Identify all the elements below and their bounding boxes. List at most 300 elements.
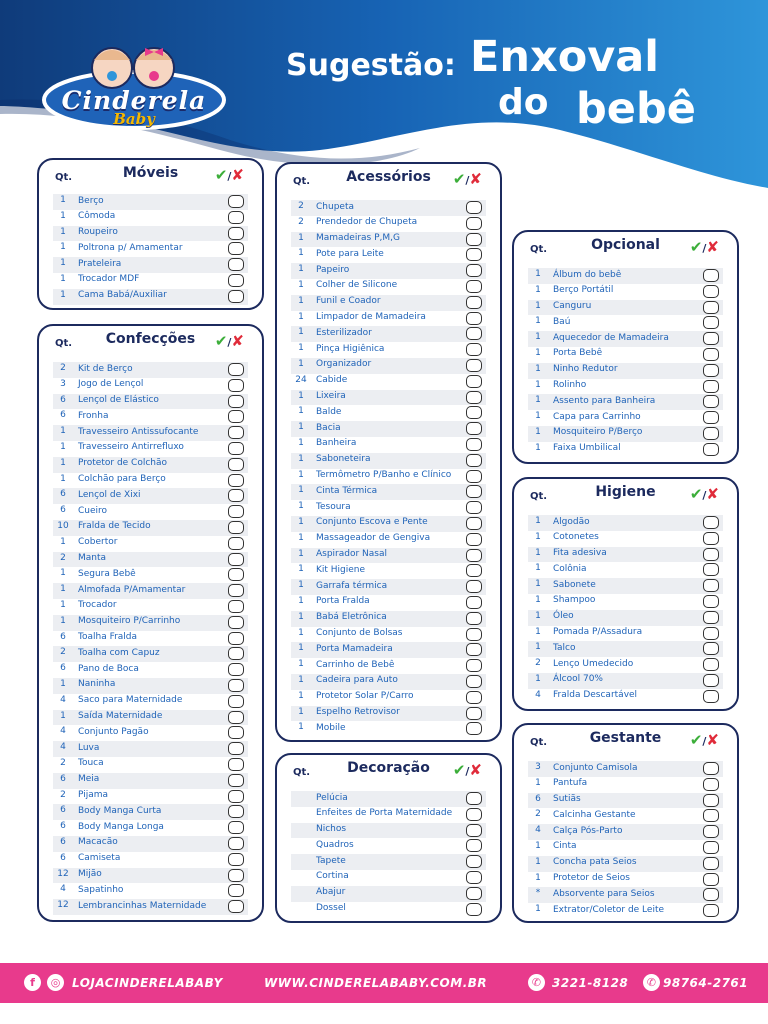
item-quantity: 1 xyxy=(535,673,541,684)
check-cross-icon: ✔/✘ xyxy=(689,485,719,503)
item-label: Fralda Descartável xyxy=(553,690,638,701)
item-quantity: 1 xyxy=(535,516,541,526)
item-quantity: 1 xyxy=(535,642,541,653)
item-checkbox[interactable] xyxy=(703,563,719,576)
item-label: Banheira xyxy=(316,438,357,449)
item-quantity: 1 xyxy=(535,840,541,851)
item-label: Pinça Higiênica xyxy=(316,343,385,354)
item-label: Tapete xyxy=(316,855,346,866)
item-checkbox[interactable] xyxy=(228,869,244,882)
item-label: Touca xyxy=(78,758,104,769)
item-label: Talco xyxy=(553,642,576,653)
item-quantity: 2 xyxy=(60,789,66,800)
item-checkbox[interactable] xyxy=(228,616,244,629)
item-checkbox[interactable] xyxy=(466,628,482,641)
item-quantity: 1 xyxy=(298,437,304,448)
item-quantity: 1 xyxy=(298,501,304,512)
item-label: Chupeta xyxy=(316,201,354,212)
item-label: Esterilizador xyxy=(316,327,372,338)
list-item xyxy=(53,725,248,741)
item-checkbox[interactable] xyxy=(466,470,482,483)
item-label: Babá Eletrônica xyxy=(316,612,387,623)
item-label: Naninha xyxy=(78,679,116,690)
item-quantity: 6 xyxy=(60,410,66,421)
item-checkbox[interactable] xyxy=(466,406,482,419)
list-item xyxy=(53,425,248,441)
item-label: Kit de Berço xyxy=(78,363,133,374)
item-checkbox[interactable] xyxy=(466,533,482,546)
item-checkbox[interactable] xyxy=(703,904,719,917)
section-title: Opcional xyxy=(591,237,660,253)
item-label: Protetor de Seios xyxy=(553,873,630,884)
item-quantity: 1 xyxy=(60,615,66,626)
item-checkbox[interactable] xyxy=(466,564,482,577)
item-checkbox[interactable] xyxy=(228,242,244,255)
item-quantity: 6 xyxy=(60,394,66,405)
item-checkbox[interactable] xyxy=(703,395,719,408)
item-checkbox[interactable] xyxy=(228,458,244,471)
list-item xyxy=(528,793,723,809)
item-label: Camiseta xyxy=(78,853,121,864)
item-checkbox[interactable] xyxy=(228,489,244,502)
item-checkbox[interactable] xyxy=(703,809,719,822)
whatsapp-number[interactable]: 98764-2761 xyxy=(663,976,749,990)
item-checkbox[interactable] xyxy=(466,422,482,435)
item-checkbox[interactable] xyxy=(466,792,482,805)
item-checkbox[interactable] xyxy=(466,375,482,388)
item-checkbox[interactable] xyxy=(466,217,482,230)
item-checkbox[interactable] xyxy=(703,873,719,886)
item-checkbox[interactable] xyxy=(466,485,482,498)
item-quantity: 2 xyxy=(60,363,66,373)
item-checkbox[interactable] xyxy=(228,821,244,834)
list-item xyxy=(53,694,248,710)
footer-bar xyxy=(0,963,768,1003)
item-checkbox[interactable] xyxy=(466,659,482,672)
item-checkbox[interactable] xyxy=(228,521,244,534)
social-handle[interactable]: LOJACINDERELABABY xyxy=(72,976,223,990)
item-checkbox[interactable] xyxy=(703,548,719,561)
phone-number[interactable]: 3221-8128 xyxy=(552,976,629,990)
item-label: Manta xyxy=(78,553,107,564)
item-label: Body Manga Curta xyxy=(78,805,162,816)
item-quantity: 2 xyxy=(298,201,304,211)
item-checkbox[interactable] xyxy=(466,438,482,451)
item-checkbox[interactable] xyxy=(466,343,482,356)
item-label: Capa para Carrinho xyxy=(553,411,641,422)
item-checkbox[interactable] xyxy=(466,233,482,246)
item-checkbox[interactable] xyxy=(703,516,719,529)
list-item xyxy=(291,854,486,870)
list-item xyxy=(291,374,486,390)
item-checkbox[interactable] xyxy=(466,580,482,593)
item-checkbox[interactable] xyxy=(466,248,482,261)
item-checkbox[interactable] xyxy=(703,411,719,424)
item-quantity: 1 xyxy=(298,453,304,464)
item-checkbox[interactable] xyxy=(228,227,244,240)
item-label: Lembrancinhas Maternidade xyxy=(78,900,207,911)
item-checkbox[interactable] xyxy=(703,841,719,854)
list-item xyxy=(528,284,723,300)
item-quantity: 6 xyxy=(60,821,66,832)
item-label: Lenço Umedecido xyxy=(553,658,634,669)
item-checkbox[interactable] xyxy=(466,280,482,293)
list-item xyxy=(528,547,723,563)
list-item xyxy=(53,773,248,789)
item-quantity: 1 xyxy=(535,856,541,867)
item-quantity: 1 xyxy=(298,722,304,733)
item-label: Cabide xyxy=(316,375,348,386)
item-checkbox[interactable] xyxy=(466,722,482,735)
check-cross-icon: ✔/✘ xyxy=(214,166,244,184)
item-checkbox[interactable] xyxy=(703,427,719,440)
item-checkbox[interactable] xyxy=(228,410,244,423)
item-quantity: 1 xyxy=(298,232,304,243)
item-label: Pantufa xyxy=(553,778,588,789)
item-checkbox[interactable] xyxy=(703,579,719,592)
list-item xyxy=(53,615,248,631)
list-item xyxy=(291,247,486,263)
list-item xyxy=(53,710,248,726)
item-checkbox[interactable] xyxy=(466,264,482,277)
list-item xyxy=(291,823,486,839)
item-checkbox[interactable] xyxy=(466,391,482,404)
item-checkbox[interactable] xyxy=(228,726,244,739)
item-checkbox[interactable] xyxy=(703,825,719,838)
item-checkbox[interactable] xyxy=(228,290,244,303)
list-item xyxy=(53,646,248,662)
item-checkbox[interactable] xyxy=(228,553,244,566)
title-enxoval: Enxoval xyxy=(470,32,660,82)
list-item xyxy=(53,520,248,536)
list-item xyxy=(528,300,723,316)
item-checkbox[interactable] xyxy=(228,584,244,597)
item-checkbox[interactable] xyxy=(703,301,719,314)
item-label: Mijão xyxy=(78,869,102,879)
item-checkbox[interactable] xyxy=(466,871,482,884)
title-bebe: bebê xyxy=(576,84,696,134)
item-checkbox[interactable] xyxy=(228,505,244,518)
list-item xyxy=(53,678,248,694)
item-checkbox[interactable] xyxy=(466,707,482,720)
item-label: Papeiro xyxy=(316,264,350,275)
item-checkbox[interactable] xyxy=(466,501,482,514)
item-checkbox[interactable] xyxy=(466,675,482,688)
item-label: Quadros xyxy=(316,839,354,850)
list-item xyxy=(53,504,248,520)
item-label: Ninho Redutor xyxy=(553,364,618,375)
list-item xyxy=(528,887,723,903)
item-quantity: 1 xyxy=(60,568,66,579)
list-item xyxy=(53,899,248,915)
item-list xyxy=(291,200,486,737)
item-quantity: 1 xyxy=(535,332,541,343)
item-checkbox[interactable] xyxy=(466,296,482,309)
item-checkbox[interactable] xyxy=(466,312,482,325)
item-quantity: 1 xyxy=(298,564,304,575)
card-moveis xyxy=(37,158,264,310)
list-item xyxy=(291,263,486,279)
item-checkbox[interactable] xyxy=(228,258,244,271)
item-label: Pomada P/Assadura xyxy=(553,627,643,638)
list-item xyxy=(528,761,723,777)
item-label: Sapatinho xyxy=(78,884,124,895)
list-item xyxy=(291,807,486,823)
item-label: Pote para Leite xyxy=(316,248,384,259)
item-checkbox[interactable] xyxy=(703,348,719,361)
item-checkbox[interactable] xyxy=(466,359,482,372)
facebook-icon[interactable]: f xyxy=(24,974,41,991)
list-item xyxy=(528,808,723,824)
list-item xyxy=(53,409,248,425)
item-quantity: 1 xyxy=(535,626,541,637)
item-checkbox[interactable] xyxy=(228,395,244,408)
item-checkbox[interactable] xyxy=(703,611,719,624)
list-item xyxy=(528,594,723,610)
list-item xyxy=(528,673,723,689)
item-checkbox[interactable] xyxy=(228,711,244,724)
item-quantity: 1 xyxy=(298,422,304,433)
item-label: Sabonete xyxy=(553,579,596,590)
item-checkbox[interactable] xyxy=(703,595,719,608)
item-checkbox[interactable] xyxy=(703,690,719,703)
item-quantity: 4 xyxy=(535,825,541,836)
item-checkbox[interactable] xyxy=(228,679,244,692)
item-checkbox[interactable] xyxy=(228,474,244,487)
item-checkbox[interactable] xyxy=(466,201,482,214)
item-checkbox[interactable] xyxy=(703,642,719,655)
item-quantity: 1 xyxy=(298,611,304,622)
website-link[interactable]: WWW.CINDERELABABY.COM.BR xyxy=(264,976,488,990)
item-checkbox[interactable] xyxy=(466,517,482,530)
item-checkbox[interactable] xyxy=(228,837,244,850)
item-checkbox[interactable] xyxy=(703,364,719,377)
item-label: Cama Babá/Auxiliar xyxy=(78,290,167,301)
item-checkbox[interactable] xyxy=(228,537,244,550)
item-label: Travesseiro Antissufocante xyxy=(78,426,199,437)
item-checkbox[interactable] xyxy=(228,211,244,224)
list-item xyxy=(291,421,486,437)
item-checkbox[interactable] xyxy=(466,454,482,467)
item-label: Shampoo xyxy=(553,595,596,606)
item-checkbox[interactable] xyxy=(466,839,482,852)
item-checkbox[interactable] xyxy=(703,316,719,329)
item-quantity: 1 xyxy=(298,358,304,369)
list-item xyxy=(291,453,486,469)
item-checkbox[interactable] xyxy=(466,903,482,916)
item-checkbox[interactable] xyxy=(703,443,719,456)
item-label: Limpador de Mamadeira xyxy=(316,312,426,323)
instagram-icon[interactable]: ◎ xyxy=(47,974,64,991)
item-checkbox[interactable] xyxy=(703,778,719,791)
list-item xyxy=(528,578,723,594)
item-checkbox[interactable] xyxy=(466,855,482,868)
item-quantity: 4 xyxy=(60,694,66,705)
item-quantity: 1 xyxy=(60,678,66,689)
list-item xyxy=(291,674,486,690)
list-item xyxy=(291,563,486,579)
item-label: Colher de Silicone xyxy=(316,280,398,291)
card-header xyxy=(514,479,737,511)
whatsapp-icon: ✆ xyxy=(643,974,660,991)
card-gestante xyxy=(512,723,739,923)
list-item xyxy=(291,658,486,674)
item-quantity: 1 xyxy=(535,904,541,915)
item-quantity: 1 xyxy=(60,457,66,468)
item-checkbox[interactable] xyxy=(466,549,482,562)
item-checkbox[interactable] xyxy=(228,647,244,660)
item-label: Conjunto Escova e Pente xyxy=(316,517,428,528)
item-label: Calcinha Gestante xyxy=(553,809,636,820)
item-checkbox[interactable] xyxy=(228,274,244,287)
item-checkbox[interactable] xyxy=(228,600,244,613)
item-checkbox[interactable] xyxy=(466,824,482,837)
item-checkbox[interactable] xyxy=(228,379,244,392)
item-quantity: 1 xyxy=(298,706,304,717)
item-checkbox[interactable] xyxy=(466,691,482,704)
item-checkbox[interactable] xyxy=(466,596,482,609)
item-label: Enfeites de Porta Maternidade xyxy=(316,808,453,819)
list-item xyxy=(53,488,248,504)
item-checkbox[interactable] xyxy=(228,853,244,866)
item-checkbox[interactable] xyxy=(228,695,244,708)
list-item xyxy=(528,363,723,379)
item-label: Lençol de Elástico xyxy=(78,395,159,406)
item-checkbox[interactable] xyxy=(228,758,244,771)
item-quantity: 4 xyxy=(535,689,541,700)
item-checkbox[interactable] xyxy=(703,532,719,545)
item-checkbox[interactable] xyxy=(466,612,482,625)
item-checkbox[interactable] xyxy=(703,658,719,671)
item-quantity: 1 xyxy=(60,195,66,205)
qt-header: Qt. xyxy=(55,172,73,183)
item-checkbox[interactable] xyxy=(703,269,719,282)
list-item xyxy=(291,232,486,248)
check-cross-icon: ✔/✘ xyxy=(452,170,482,188)
item-quantity: 1 xyxy=(298,643,304,654)
item-label: Berço Portátil xyxy=(553,285,614,296)
item-checkbox[interactable] xyxy=(703,674,719,687)
item-checkbox[interactable] xyxy=(466,327,482,340)
item-checkbox[interactable] xyxy=(466,643,482,656)
item-checkbox[interactable] xyxy=(703,888,719,901)
item-quantity: 2 xyxy=(60,647,66,658)
item-label: Pijama xyxy=(78,790,109,801)
card-header xyxy=(39,160,262,192)
item-quantity: 1 xyxy=(60,273,66,284)
list-item xyxy=(291,532,486,548)
item-label: Dossel xyxy=(316,903,346,914)
list-item xyxy=(53,457,248,473)
list-item xyxy=(291,326,486,342)
item-quantity: 1 xyxy=(298,595,304,606)
list-item xyxy=(291,405,486,421)
item-quantity: 6 xyxy=(60,505,66,516)
item-label: Sutiãs xyxy=(553,794,581,805)
item-label: Conjunto Pagão xyxy=(78,726,149,737)
item-label: Porta Fralda xyxy=(316,596,370,607)
list-item xyxy=(528,657,723,673)
item-label: Protetor Solar P/Carro xyxy=(316,691,414,702)
item-checkbox[interactable] xyxy=(466,887,482,900)
item-checkbox[interactable] xyxy=(228,774,244,787)
item-quantity: 1 xyxy=(535,563,541,574)
item-checkbox[interactable] xyxy=(466,808,482,821)
item-checkbox[interactable] xyxy=(228,663,244,676)
item-label: Colchão para Berço xyxy=(78,474,166,485)
list-item xyxy=(528,562,723,578)
item-checkbox[interactable] xyxy=(228,426,244,439)
item-label: Cotonetes xyxy=(553,532,599,543)
item-quantity: 2 xyxy=(535,809,541,820)
qt-header: Qt. xyxy=(55,338,73,349)
list-item xyxy=(53,210,248,226)
item-checkbox[interactable] xyxy=(228,790,244,803)
list-item xyxy=(291,642,486,658)
check-cross-icon: ✔/✘ xyxy=(689,731,719,749)
item-checkbox[interactable] xyxy=(228,742,244,755)
list-item xyxy=(528,331,723,347)
item-label: Aspirador Nasal xyxy=(316,549,388,560)
list-item xyxy=(528,531,723,547)
item-label: Bacia xyxy=(316,422,341,433)
item-quantity: 1 xyxy=(298,406,304,417)
item-label: Saco para Maternidade xyxy=(78,695,183,706)
item-quantity: 6 xyxy=(60,489,66,500)
item-checkbox[interactable] xyxy=(703,762,719,775)
item-label: Conjunto Camisola xyxy=(553,762,638,773)
item-checkbox[interactable] xyxy=(703,627,719,640)
item-label: Fronha xyxy=(78,410,109,421)
item-checkbox[interactable] xyxy=(228,195,244,208)
item-checkbox[interactable] xyxy=(228,363,244,376)
item-checkbox[interactable] xyxy=(228,805,244,818)
list-item xyxy=(291,200,486,216)
item-quantity: 4 xyxy=(60,742,66,753)
list-item xyxy=(53,536,248,552)
item-label: Cobertor xyxy=(78,537,118,548)
list-item xyxy=(528,840,723,856)
item-checkbox[interactable] xyxy=(703,285,719,298)
list-item xyxy=(291,579,486,595)
item-checkbox[interactable] xyxy=(228,900,244,913)
item-checkbox[interactable] xyxy=(228,632,244,645)
item-label: Massageador de Gengiva xyxy=(316,533,431,544)
item-checkbox[interactable] xyxy=(703,332,719,345)
section-title: Acessórios xyxy=(346,169,431,185)
item-label: Saída Maternidade xyxy=(78,711,163,722)
item-label: Luva xyxy=(78,742,100,753)
title-sugestao: Sugestão: xyxy=(286,48,456,83)
list-item xyxy=(528,394,723,410)
card-header xyxy=(514,725,737,757)
item-quantity: 6 xyxy=(60,663,66,674)
section-title: Higiene xyxy=(595,484,656,500)
list-item xyxy=(53,868,248,884)
item-checkbox[interactable] xyxy=(703,857,719,870)
item-checkbox[interactable] xyxy=(228,442,244,455)
item-label: Mosquiteiro P/Carrinho xyxy=(78,616,181,627)
section-title: Gestante xyxy=(589,730,662,746)
logo-name: Cinderela xyxy=(61,86,207,115)
item-checkbox[interactable] xyxy=(703,380,719,393)
item-checkbox[interactable] xyxy=(228,568,244,581)
list-item xyxy=(53,631,248,647)
item-checkbox[interactable] xyxy=(703,794,719,807)
item-label: Porta Mamadeira xyxy=(316,643,393,654)
item-quantity: 1 xyxy=(535,610,541,621)
item-checkbox[interactable] xyxy=(228,884,244,897)
